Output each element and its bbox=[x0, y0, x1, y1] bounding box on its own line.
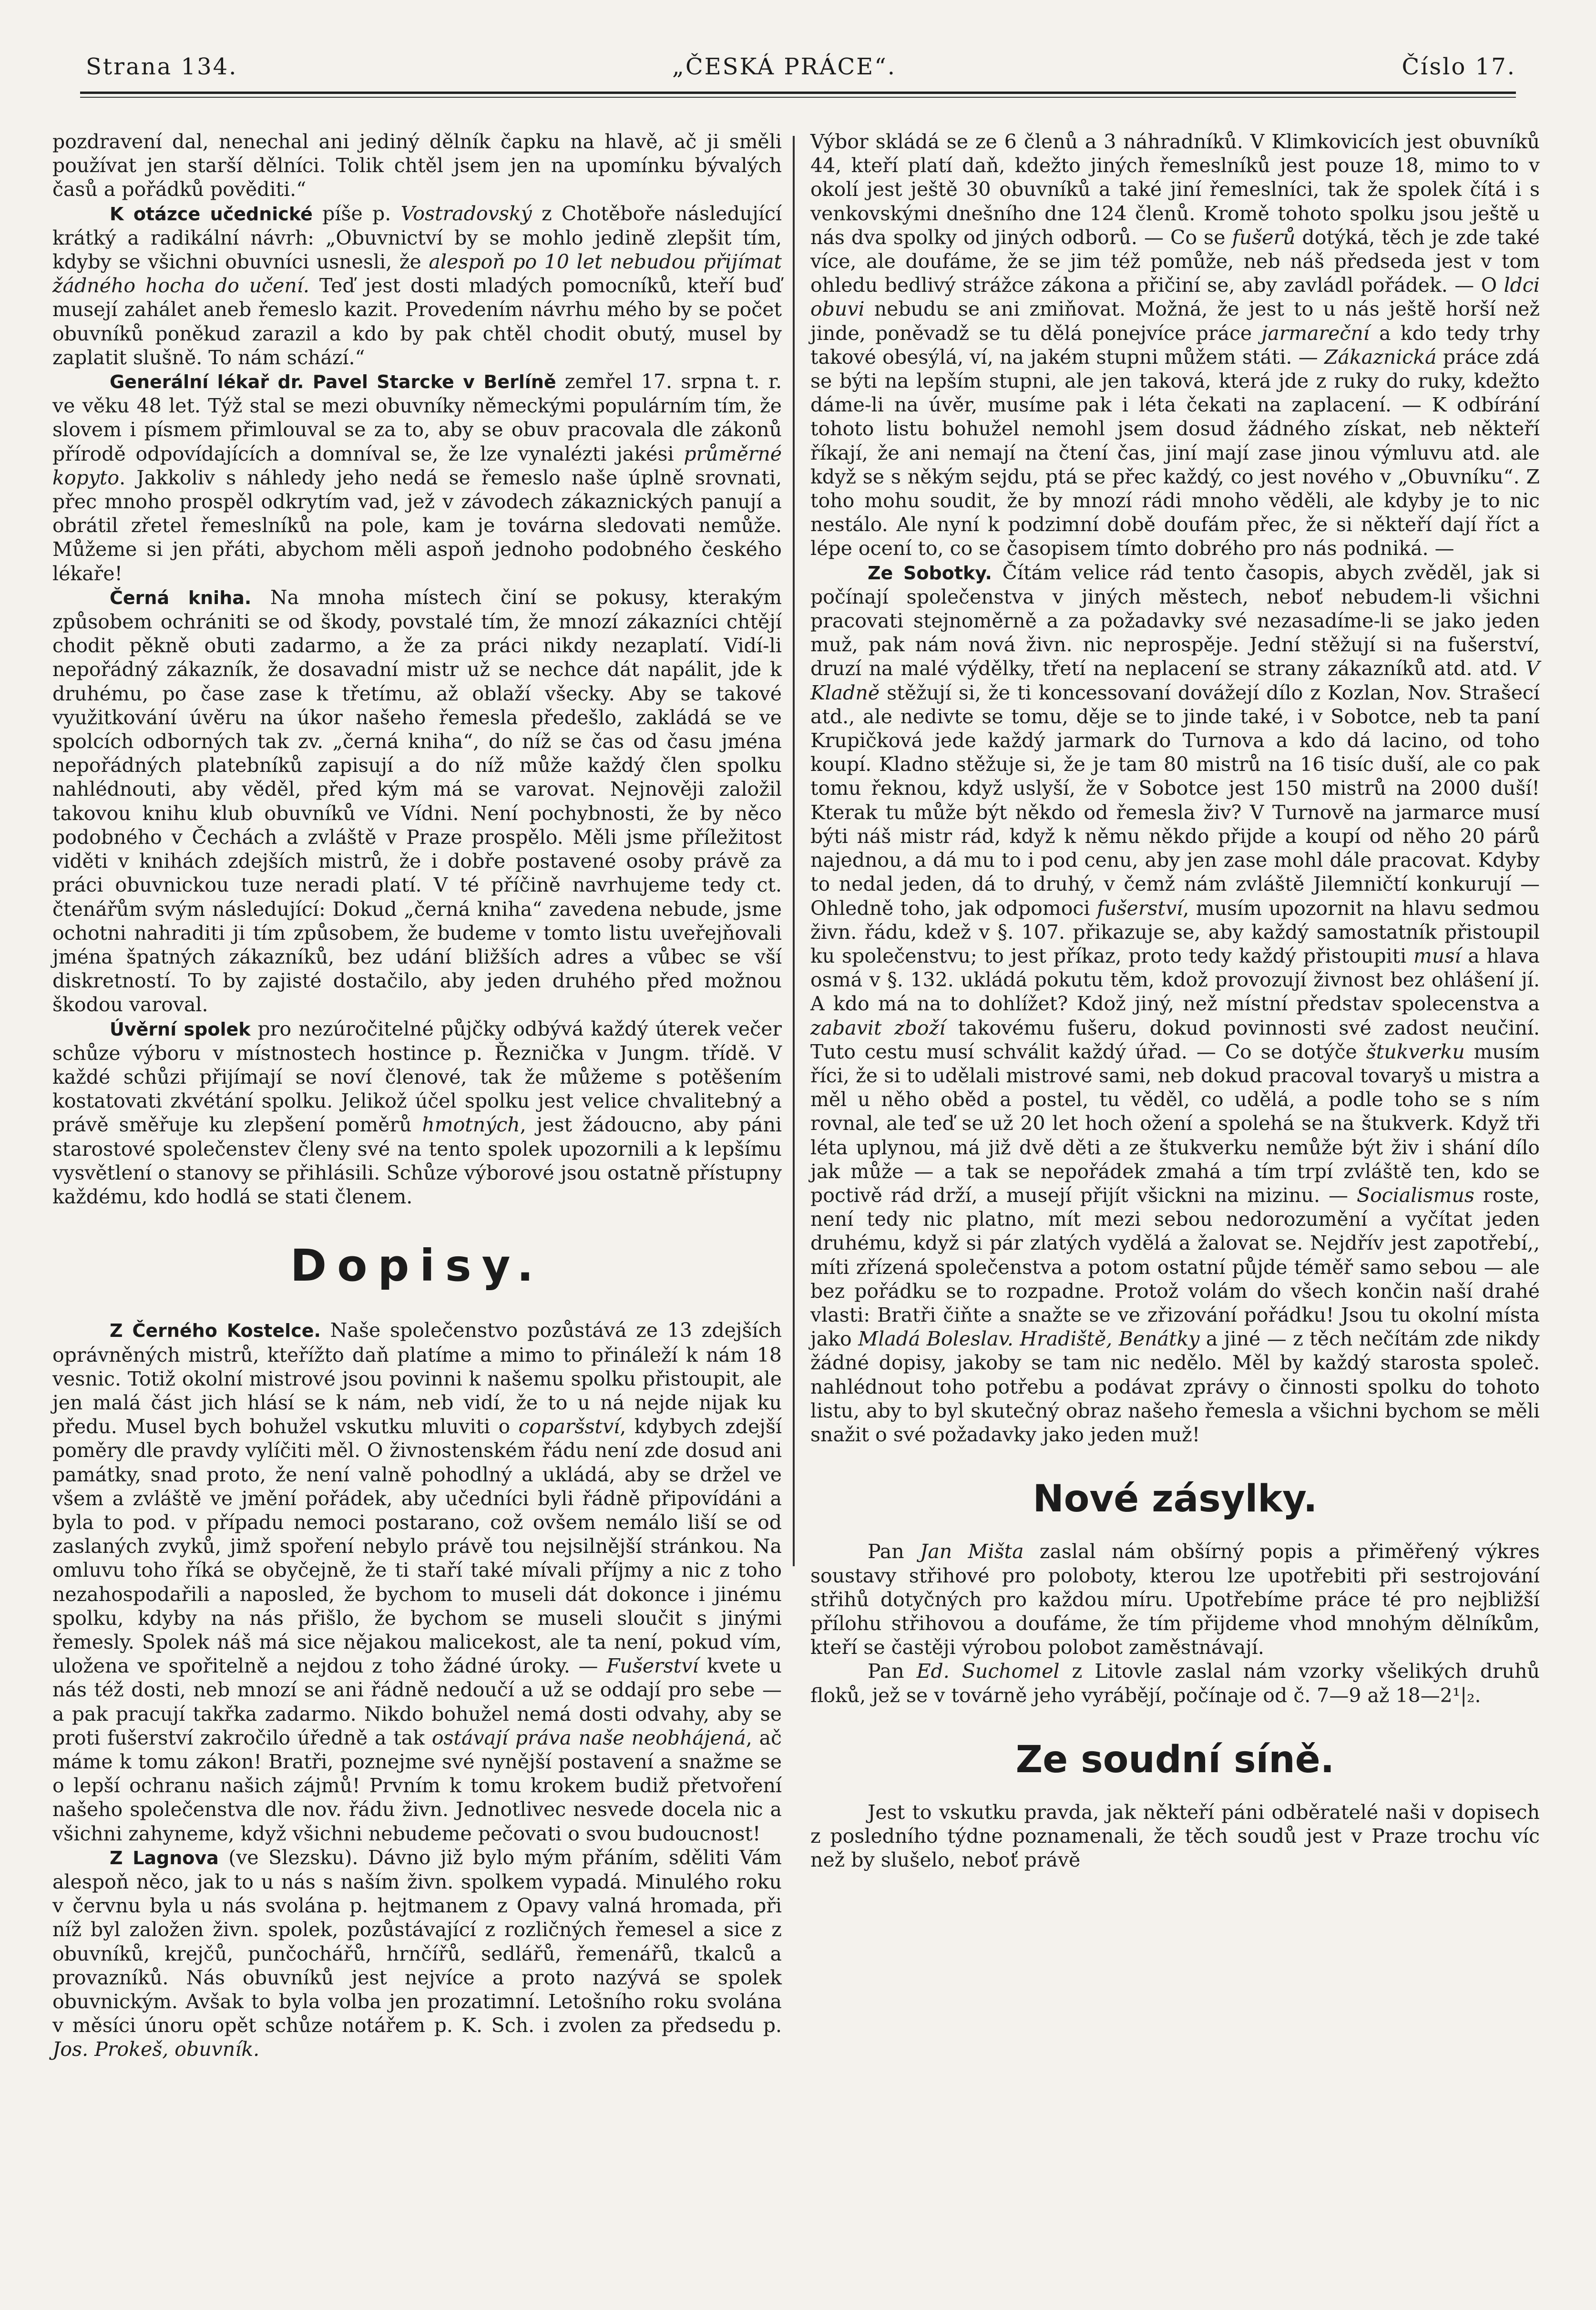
section-heading-nove-zasylky: Nové zásylky. bbox=[1033, 1478, 1318, 1521]
section-heading-soudni-sin: Ze soudní síně. bbox=[1015, 1738, 1335, 1781]
letter-sobotka: Ze Sobotky. Čítám velice rád tento časopis, abych zvěděl, jak si počínají společenstva v jiných městech, neboť nebudem-li všichni pracovati stejnoměrně a za požadavky své nezasadíme-li se jako jeden muž, pak nám nová živn. nic neprospěje. Jední stěžují si na fušerství, druzí na malé výdělky, třetí na neplacení se strany zákazníků atd. atd. V Kladně stěžují si, že ti koncessovaní dovážejí dílo z Kozlan, Nov. Strašecí atd., ale nedivte se tomu, děje se to jinde také, i v Sobotce, neb ta paní Krupičková jede každý jarmark do Turnova a kdo dá lacino, od toho koupí. Kladno stěžuje si, že je tam 80 mistrů na 16 tisíc duší, ale co pak tomu řeknou, když uslyší, že v Sobotce jest 150 mistrů na 2000 duší! Kterak tu může být někdo od řemesla živ? V Turnově na jarmarce musí býti náš mistr rád, když k němu někdo přijde a koupí od něho 20 párů najednou, a dá mu to i pod cenu, aby jen zase mohl dále pracovat. Kdyby to nedal jeden, dá to druhý, v čemž nám zvláště Jilemničtí konkurují — Ohledně toho, jak odpomoci fušerství, musím upozornit na hlavu sedmou živn. řádu, kdež v §. 107. přikazuje se, aby každý samostatník přistoupil ku společenstvu; to jest příkaz, proto tedy každý přistoupiti musí a hlava osmá v §. 132. ukládá pokutu těm, kdož provozují živnost bez ohlášení jí. A kdo má na to dohlížet? Kdož jiný, než místní představ spolecenstva a zabavit zboží takovému fušeru, dokud povinnosti své zadost neučiní. Tuto cestu musí schválit každý úřad. — Co se dotýče štukverku musím říci, že si to udělali mistrové sami, neb dokud pracoval tovaryš u mistra a měl u něho oběd a postel, tu věděl, co udělá, a podle toho se s ním rovnal, ale teď se už 20 let hoch ožení a spolehá se na štukverk. Když tři léta uplynou, má již dvě děti a ze štukverku nemůže být živ i shání dílo jak může — a tak se nepořádek zmahá a tím trpí zvláště ten, kdo se poctivě rád drží, a musejí přijít všickni na mizinu. — Socialismus roste, není tedy nic platno, mít mezi sebou nedorozumění a vyčítat jeden druhému, když si pár zlatých vydělá a žalovat se. Nejdřív jest zapotřebí,, míti zřízená společenstva a potom ostatní půjde téměř samo sebou — ale bez pořádku se to rozpadne. Protož volám do všech končin naší drahé vlasti: Bratři čiňte a snažte se ve zřizování pořádku! Jsou tu okolní místa jako Mladá Boleslav. Hradiště, Benátky a jiné — z těch nečítám zde nikdy žádné dopisy, jakoby se tam nic nedělo. Měl by každý starosta společ. nahlédnout toho potřebu a podávat zprávy o činnosti spolku do tohoto listu, aby to byl skutečný obraz našeho řemesla a všichni bychom se měli snažit o své požadavky jako jeden muž! bbox=[810, 561, 1540, 1446]
header-rule bbox=[80, 92, 1516, 98]
article-keyword: Z Černého Kostelce. bbox=[110, 1320, 321, 1342]
article-uverni-spolek: Úvěrní spolek pro nezúročitelné půjčky odbývá každý úterek večer schůze výboru v místnostech hostince p. Řeznička v Jungm. třídě. V každé schůzi přijímají se noví členové, tak že můžeme s potěšením kostatovati zkvétání spolku. Jelikož účel spolku jest velice chvalitebný a právě směřuje ku zlepšení poměrů hmotných, jest žádoucno, aby páni starostové společenstev členy své na tento spolek upozornili a k lepšímu vysvětlení o stanovy se přihlásili. Schůze výborové jsou ostatně přístupny každému, kdo hodlá se stati členem. bbox=[52, 1017, 782, 1208]
article-ucednicka: K otázce učednické píše p. Vostradovský z Chotěboře následující krátký a radikální návrh: „Obuvnictví by se mohlo jedině zlepšit tím, kdyby se všichni obuvníci usnesli, že alespoň po 10 let nebudou přijímat žádného hocha do učení. Teď jest dosti mladých pomocníků, kteří buď musejí zahálet aneb řemeslo kazit. Provedením návrhu mého by se počet obuvníků poněkud zarazil a kdo by pak chtěl chodit obutý, musel by zaplatit slušně. To nám schází.“ bbox=[52, 202, 782, 369]
article-keyword: Generální lékař dr. Pavel Starcke v Berlíně bbox=[110, 371, 556, 393]
article-keyword: Úvěrní spolek bbox=[110, 1018, 251, 1040]
right-column bbox=[810, 130, 1540, 1872]
article-keyword: K otázce učednické bbox=[110, 203, 313, 225]
column-divider bbox=[793, 136, 795, 1566]
letter-lagnov: Z Lagnova (ve Slezsku). Dávno již bylo mým přáním, sděliti Vám alespoň něco, jak to u nás s naším živn. spolkem vypadá. Minulého roku v červnu byla u nás svolána p. hejtmanem z Opavy valná hromada, při níž byl založen živn. spolek, pozůstávající z rozličných řemesel a sice z obuvníků, krejčů, punčochářů, hrnčířů, sedlářů, řemenářů, tkalců a provazníků. Nás obuvníků jest nejvíce a proto nazývá se spolek obuvnickým. Avšak to byla volba jen prozatimní. Letošního roku svolána v měsíci únoru opět schůze notářem p. K. Sch. i zvolen za předsedu p. Jos. Prokeš, obuvník. bbox=[52, 1846, 782, 2061]
paragraph-soudy: Jest to vskutku pravda, jak někteří páni odběratelé naši v dopisech z posledního týdne poznamenali, že těch soudů jest v Praze trochu víc než by slušelo, neboť právě bbox=[810, 1801, 1540, 1872]
article-keyword: Černá kniha. bbox=[110, 587, 252, 608]
newspaper-title: „ČESKÁ PRÁCE“. bbox=[672, 53, 897, 80]
page-header bbox=[86, 53, 1516, 87]
article-starcke: Generální lékař dr. Pavel Starcke v Berlíně zemřel 17. srpna t. r. ve věku 48 let. Týž stal se mezi obuvníky německými populárním tím, že slovem i písmem přimlouval se za to, aby se obuv pracovala dle zákonů přírodě odpovídajících a domníval se, že lze vynalézti jakési průměrné kopyto. Jakkoliv s náhledy jeho nedá se řemeslo naše úplně srovnati, přec mnoho prospěl odkrytím vad, jež v závodech zákaznických panují a obrátil zřetel řemeslníků na pole, kam je továrna sledovati nemůže. Můžeme si jen přáti, abychom měli aspoň jednoho podobného českého lékaře! bbox=[52, 370, 782, 585]
left-column bbox=[52, 130, 782, 2062]
paragraph: pozdravení dal, nenechal ani jediný dělník čapku na hlavě, ač ji směli používat jen starší dělníci. Tolik chtěl jsem jen na upomínku bývalých časů a pořádků pověditi.“ bbox=[52, 130, 782, 201]
article-cerna-kniha: Černá kniha. Na mnoha místech činí se pokusy, kterakým způsobem ochrániti se od škody, povstalé tím, že mnozí zákazníci chtějí chodit pěkně obuti zadarmo, a že za práci nikdy nezaplatí. Vidí-li nepořádný zákazník, že dosavadní mistr už se nechce dát napálit, jde k druhému, po čase zase k třetímu, až oblaží všecky. Aby se takové využitkování úvěru na úkor našeho řemesla předešlo, zakládá se ve spolcích odborných tak zv. „černá kniha“, do níž se čas od času jména nepořádných platebníků zapisují a do níž může každý člen spolku nahlédnouti, aby věděl, před kým má se varovat. Nejnověji založil takovou knihu klub obuvníků ve Vídni. Není pochybnosti, že by něco podobného v Čechách a zvláště v Praze prospělo. Měli jsme příležitost viděti v knihách zdejších mistrů, že i dobře postavené osoby právě za práci obuvnickou tuze neradi platí. V té příčině navrhujeme tedy ct. čtenářům svým následující: Dokud „černá kniha“ zavedena nebude, jsme ochotni nahraditi ji tím způsobem, že budeme v tomto listu uveřejňovali jména špatných zákazníků, bez udání bližších adres a vůbec se vší diskretností. To by zajisté dostačilo, aby jeden druhého před možnou škodou varoval. bbox=[52, 585, 782, 1016]
paragraph-mista: Pan Jan Mišta zaslal nám obšírný popis a přiměřený výkres soustavy střihové pro poloboty, kterou lze upotřebiti při sestrojování střihů dotyčných pro každou míru. Upotřebíme práce té pro nejbližší přílohu střihovou a doufáme, že tím přijdeme vhod mnohým dělníkům, kteří se častěji výrobou polobot zaměstnávají. bbox=[810, 1540, 1540, 1659]
issue-number-label: Číslo 17. bbox=[1402, 53, 1516, 80]
section-heading-dopisy: Dopisy. bbox=[290, 1240, 544, 1292]
page-number-label: Strana 134. bbox=[86, 53, 238, 80]
letter-continuation: Výbor skládá se ze 6 členů a 3 náhradníků. V Klimkovicích jest obuvníků 44, kteří platí daň, kdežto jiných řemeslníků jest pouze 18, mimo to v okolí jest ještě 30 obuvníků a také jiní řemeslníci, tak že spolek čítá i s venkovskými dnešního dne 124 členů. Kromě tohoto spolku jsou ještě u nás dva spolky od jiných odborů. — Co se fušerů dotýká, těch je zde také více, ale doufáme, že se jim též pomůže, neb náš předseda jest v tom ohledu bedlivý strážce zákona a přičiní se, aby zavládl pořádek. — O ldci obuvi nebudu se ani zmiňovat. Možná, že jest to u nás ještě horší než jinde, poněvadž se tu dělá ponejvíce práce jarmareční a kdo tedy trhy takové obesýlá, ví, na jakém stupni můžem státi. — Zákaznická práce zdá se býti na lepším stupni, ale jen taková, která jde z ruky do ruky, kdežto dáme-li na úvěr, musíme pak i léta čekati na zaplacení. — K odbírání tohoto listu bohužel nemohl jsem dosud žádného získat, neb někteří říkají, že ani nemají na čtení čas, jiní mají zase jinou výmluvu atd. ale když se s někým sejdu, ptá se přec každý, co jest nového v „Obuvníku“. Z toho mohu soudit, že by mnozí rádi mnoho věděli, ale kdyby je to nic nestálo. Ale nyní k podzimní době doufám přec, že si někteří dají říct a lépe ocení to, co se časopisem tímto dobrého pro nás podniká. — bbox=[810, 130, 1540, 560]
letter-cerny-kostelec: Z Černého Kostelce. Naše společenstvo pozůstává ze 13 zdejších oprávněných mistrů, kteřížto daň platíme a mimo to přináleží k nám 18 vesnic. Totiž okolní mistrové jsou povinni k našemu spolku přistoupit, ale jen malá část jich hlásí se k nám, neb vidí, že to u ná nejde nijak ku předu. Musel bych bohužel vskutku mluviti o coparšství, kdybych zdejší poměry dle pravdy vylíčiti měl. O živnostenském řádu není zde dosud ani památky, snad proto, že není valně pohodlný a ukládá, aby se držel ve všem a zvláště ve jmění pořádek, aby učedníci byli řádně připovídáni a byla to pod. v případu nemoci postarano, což ovšem nemálo liší se od zaslaných zvyků, jimž spoření nebylo právě tou nejsilnější stránkou. Na omluvu toho říká se obyčejně, že ti staří také mívali příjmy a nic z toho nezahospodařili a naposled, že bychom to museli dát dokonce i jinému spolku, kdyby na nás přišlo, že bychom se museli sloučit s jinými řemesly. Spolek náš má sice nějakou malicekost, ale ta není, pokud vím, uložena ve spořitelně a nejdou z toho žádné úroky. — Fušerství kvete u nás též dosti, neb mnozí se ani řádně nedoučí a už se oddají pro sebe — a pak pracují takřka zadarmo. Nikdo bohužel nemá dosti odvahy, aby se proti fušerství zakročilo úředně a tak ostávají práva naše neobhájená, ač máme k tomu zákon! Bratři, poznejme své nynější postavení a snažme se o lepší ochranu našich zájmů! Prvním k tomu krokem budiž přetvoření našeho společenstva dle nov. řádu živn. Jednotlivec nesvede docela nic a všichni zahyneme, když všichni nebudeme pečovati o svou budoucnost! bbox=[52, 1319, 782, 1845]
paragraph-suchomel: Pan Ed. Suchomel z Litovle zaslal nám vzorky všelikých druhů floků, jež se v továrně jeho vyrábějí, počínaje od č. 7—9 až 18—2¹|₂. bbox=[810, 1660, 1540, 1707]
article-keyword: Z Lagnova bbox=[110, 1847, 219, 1869]
article-keyword: Ze Sobotky. bbox=[868, 562, 992, 584]
